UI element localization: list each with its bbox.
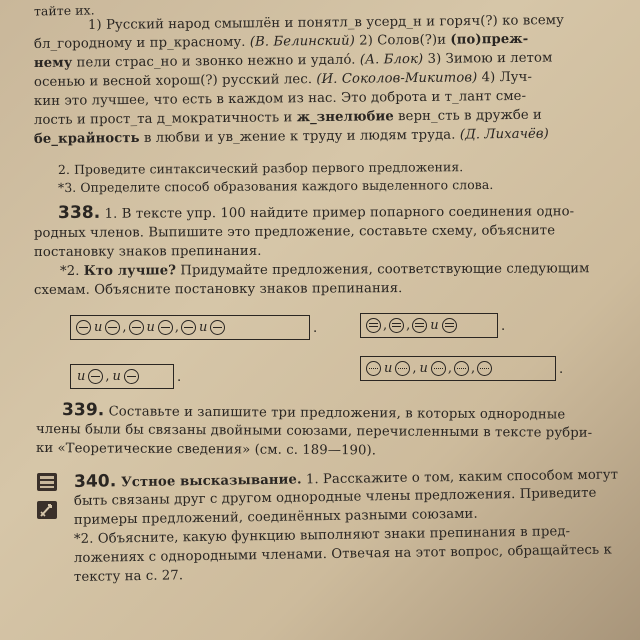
equals-circle (366, 318, 381, 333)
exercise-number: 339. (61, 400, 105, 421)
dotted-circle (477, 361, 492, 376)
comma: , (122, 320, 127, 335)
minus-circle (181, 320, 196, 335)
text-span: Составьте и запишите три предложения, в которых однородные (104, 404, 566, 423)
conjunction: и (146, 320, 155, 335)
task-line: *3. Определите способ образования каждого выделенного слова. (57, 176, 494, 195)
author: (А. Блок) (359, 51, 424, 68)
scheme-box-2 (360, 313, 498, 338)
text-line: постановку знаков препинания. (33, 243, 262, 260)
period: . (313, 321, 318, 336)
text-span: 1. Расскажите о том, каким способом могут (301, 467, 619, 488)
task-title: Кто лучше? (83, 263, 177, 279)
author: (И. Соколов-Микитов) (316, 70, 478, 88)
conjunction: и (94, 320, 103, 335)
minus-circle (88, 369, 103, 384)
exercise-339-line (62, 402, 565, 424)
text-line: примеры предложений, соединённых разными союзами. (73, 506, 478, 528)
conjunction: и (419, 361, 428, 376)
conjunction: и (199, 320, 208, 335)
text-span: 4) Луч- (477, 69, 533, 86)
text-span: 1. В тексте упр. 100 найдите пример попарного соединения одно- (100, 204, 575, 222)
text-line: тайте их. (33, 2, 95, 19)
exercise-338-line (58, 202, 574, 223)
comma: , (105, 369, 110, 384)
highlighted-word: (по)преж- (450, 31, 529, 48)
text-line: 1) Русский народ смышлён и понятл_в усерд_н и горяч(?) ко всему (87, 13, 565, 33)
text-span: верн_сть в дружбе и (393, 107, 542, 125)
exercise-number: 340. (73, 471, 117, 492)
comma: , (406, 318, 411, 333)
equals-circle (412, 318, 427, 333)
task-line: 2. Проведите синтаксический разбор первого предложения. (57, 159, 464, 177)
conjunction: и (384, 361, 393, 376)
exercise-number: 338. (57, 202, 101, 223)
text-span: осенью и весной хорош(?) русский лес. (33, 72, 317, 90)
minus-circle (158, 320, 173, 335)
highlighted-word: бе_крайность (33, 130, 140, 147)
text-line: ки «Теоретические сведения» (см. с. 189—190). (35, 441, 377, 459)
text-span: *2. (59, 263, 84, 279)
comma: , (447, 361, 453, 376)
equals-circle (389, 318, 404, 333)
rocket-icon (36, 500, 58, 520)
conjunction: и (77, 369, 86, 384)
text-line: ложениях с однородными членами. Отвечая на этот вопрос, обращайтесь к (73, 542, 612, 566)
dotted-circle (454, 361, 469, 376)
period: . (177, 370, 182, 385)
conjunction: и (430, 318, 439, 333)
dotted-circle (366, 361, 381, 376)
text-line (60, 260, 590, 280)
highlighted-word: ж_знелюбие (296, 109, 394, 126)
comma: , (383, 318, 388, 333)
conjunction: и (112, 369, 121, 384)
author: (В. Белинский) (249, 33, 356, 50)
minus-circle (76, 320, 91, 335)
text-line: члены были бы связаны двойными союзами, перечисленными в тексте рубри- (35, 422, 593, 441)
period: . (559, 362, 564, 377)
text-span: 3) Зимою и летом (423, 50, 553, 67)
book-stack-icon (36, 472, 58, 492)
text-line: родных членов. Выпишите это предложение, составьте схему, объясните (33, 223, 556, 241)
minus-circle (105, 320, 120, 335)
text-span: пели страс_но и звонко нежно и удалó. (72, 52, 360, 71)
minus-circle (124, 369, 139, 384)
task-title: Устное высказывание. (116, 472, 302, 491)
dotted-circle (395, 361, 410, 376)
period: . (501, 319, 506, 334)
text-line (34, 126, 549, 148)
comma: , (412, 361, 417, 376)
text-line: быть связаны друг с другом однородные члены предложения. Приведите (73, 485, 597, 509)
text-span: 2) Солов(?)и (354, 32, 451, 49)
text-line: схемам. Объясните постановку знаков препинания. (33, 281, 403, 298)
minus-circle (210, 320, 225, 335)
scheme-box-4 (360, 356, 556, 381)
comma: , (174, 320, 180, 335)
scheme-box-1 (70, 315, 310, 340)
equals-circle (442, 318, 457, 333)
text-line: *2. Объясните, какую функцию выполняют знаки препинания в пред- (73, 524, 571, 547)
text-span: лость и прост_та д_мократичность и (33, 110, 297, 128)
text-span: Придумайте предложения, соответствующие следующим (175, 261, 590, 279)
minus-circle (129, 320, 144, 335)
dotted-circle (431, 361, 446, 376)
text-line: кин это лучшее, что есть в каждом из нас. Это доброта и т_лант сме- (33, 88, 527, 109)
scheme-box-3 (70, 364, 174, 389)
text-span: бл_городному и пр_красному. (33, 34, 250, 52)
comma: , (471, 361, 476, 376)
author: (Д. Лихачёв) (459, 126, 549, 143)
highlighted-word: нему (33, 55, 73, 71)
text-span: в любви и ув_жение к труду и людям труда. (139, 127, 460, 146)
text-line: тексту на с. 27. (73, 568, 184, 585)
